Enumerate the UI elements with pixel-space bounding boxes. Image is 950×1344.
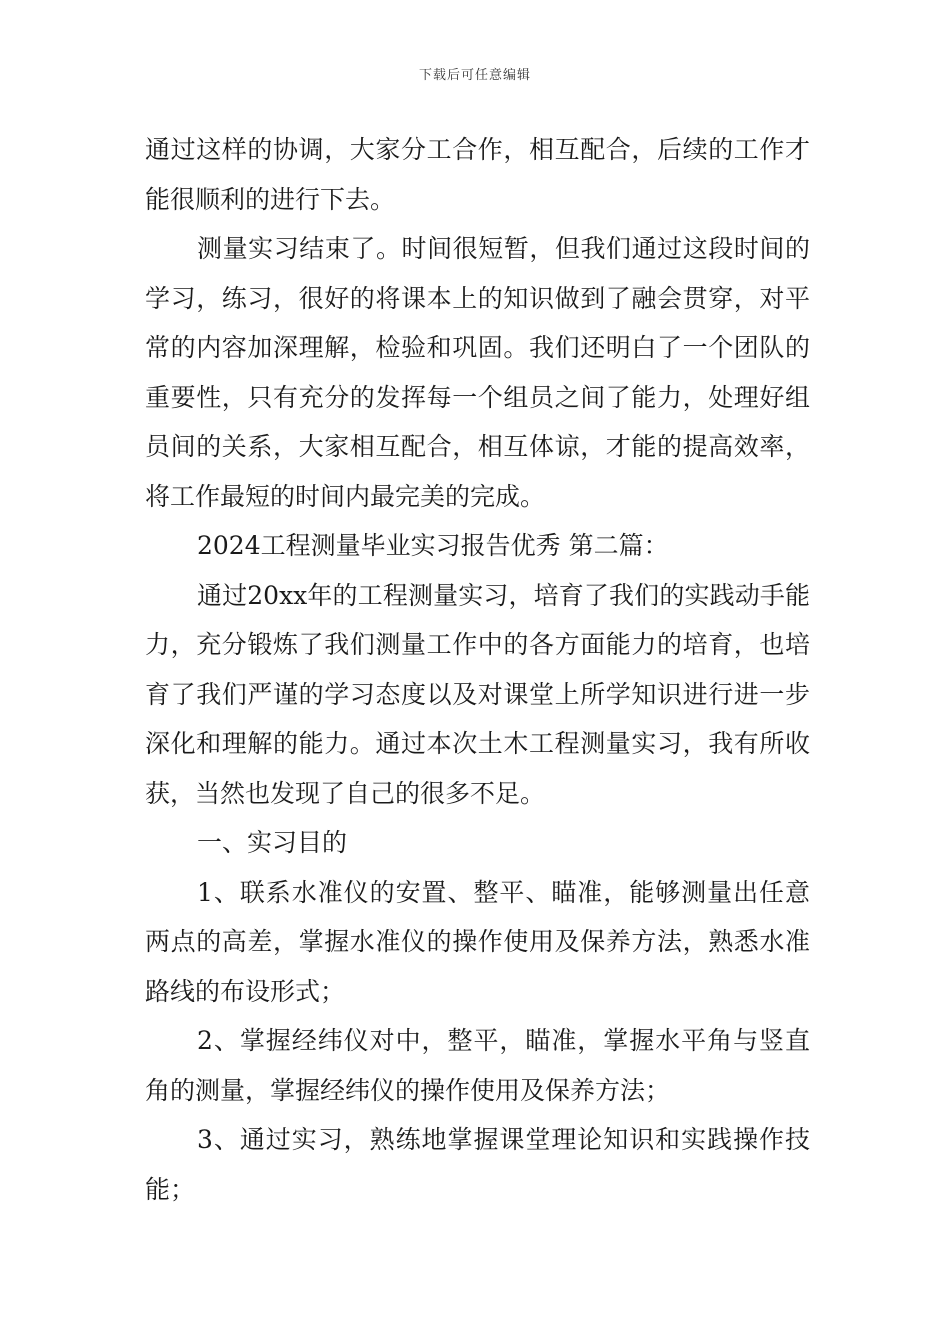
list-item-1: 1、联系水准仪的安置、整平、瞄准，能够测量出任意两点的高差，掌握水准仪的操作使用及保养方法，熟悉水准路线的布设形式； — [145, 877, 810, 1006]
list-item-3: 3、通过实习，熟练地掌握课堂理论知识和实践操作技能； — [145, 1125, 810, 1204]
section-heading-purpose: 一、实习目的 — [197, 828, 348, 857]
paragraph-1: 通过这样的协调，大家分工合作，相互配合，后续的工作才能很顺利的进行下去。 — [145, 135, 810, 214]
section-title-second: 2024工程测量毕业实习报告优秀 第二篇： — [197, 531, 669, 560]
paragraph-2: 测量实习结束了。时间很短暂，但我们通过这段时间的学习，练习，很好的将课本上的知识做到了融会贯穿，对平常的内容加深理解，检验和巩固。我们还明白了一个团队的重要性，只有充分的发挥每一个组员之间了能力，处理好组员间的关系，大家相互配合，相互体谅，才能的提高效率，将工作最短的时间内最完美的完成。 — [145, 234, 810, 511]
list-item-2: 2、掌握经纬仪对中，整平，瞄准，掌握水平角与竖直角的测量，掌握经纬仪的操作使用及保养方法； — [145, 1026, 810, 1105]
paragraph-3: 通过20xx年的工程测量实习，培育了我们的实践动手能力，充分锻炼了我们测量工作中的各方面能力的培育，也培育了我们严谨的学习态度以及对课堂上所学知识进行进一步深化和理解的能力。通过本次土木工程测量实习，我有所收获，当然也发现了自己的很多不足。 — [145, 580, 810, 808]
page-header: 下载后可任意编辑 — [418, 68, 531, 83]
document-body — [145, 125, 810, 1214]
